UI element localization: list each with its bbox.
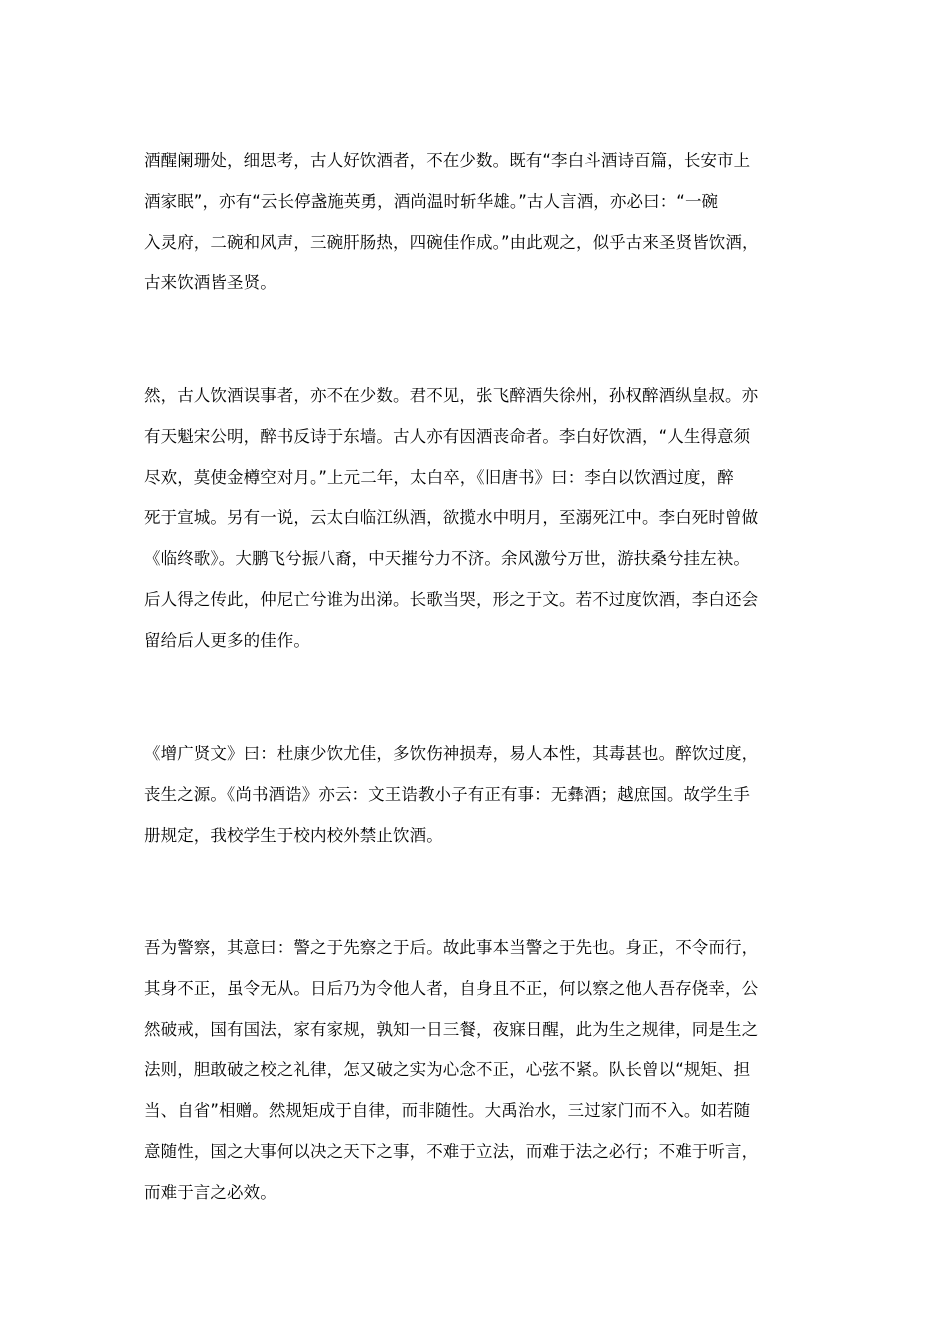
paragraph-line: 而难于言之必效。 bbox=[144, 1182, 277, 1202]
paragraph-1 bbox=[144, 141, 810, 304]
paragraph-line: 留给后人更多的佳作。 bbox=[144, 630, 310, 650]
paragraph-line: 后人得之传此，仲尼亡兮谁为出涕。长歌当哭，形之于文。若不过度饮酒，李白还会 bbox=[144, 589, 759, 609]
paragraph-line: 酒醒阑珊处，细思考，古人好饮酒者，不在少数。既有“李白斗酒诗百篇，长安市上 bbox=[144, 151, 751, 170]
paragraph-line: 尽欢，莫使金樽空对月。”上元二年，太白卒，《旧唐书》曰：李白以饮酒过度，醉 bbox=[144, 467, 734, 487]
paragraph-line: 其身不正，虽令无从。日后乃为令他人者，自身且不正，何以察之他人吾存侥幸，公 bbox=[144, 978, 759, 998]
paragraph-line: 古来饮酒皆圣贤。 bbox=[144, 273, 277, 293]
paragraph-line: 酒家眠”，亦有“云长停盏施英勇，酒尚温时斩华雄。”古人言酒，亦必曰：“一碗 bbox=[144, 191, 719, 211]
paragraph-3 bbox=[144, 734, 810, 856]
paragraph-line: 《增广贤文》曰：杜康少饮尤佳，多饮伤神损寿，易人本性，其毒甚也。醉饮过度， bbox=[144, 744, 759, 763]
paragraph-2 bbox=[144, 376, 810, 662]
paragraph-4 bbox=[144, 928, 810, 1214]
paragraph-line: 有天魁宋公明，醉书反诗于东墙。古人亦有因酒丧命者。李白好饮酒，“人生得意须 bbox=[144, 426, 751, 446]
paragraph-line: 法则，胆敢破之校之礼律，怎又破之实为心念不正，心弦不紧。队长曾以“规矩、担 bbox=[144, 1060, 751, 1080]
paragraph-line: 然，古人饮酒误事者，亦不在少数。君不见，张飞醉酒失徐州，孙权醉酒纵皇叔。亦 bbox=[144, 386, 759, 405]
paragraph-line: 册规定，我校学生于校内校外禁止饮酒。 bbox=[144, 825, 443, 845]
paragraph-line: 然破戒，国有国法，家有家规，孰知一日三餐，夜寐日醒，此为生之规律，同是生之 bbox=[144, 1019, 759, 1039]
paragraph-line: 《临终歌》。大鹏飞兮振八裔，中天摧兮力不济。余风激兮万世，游扶桑兮挂左袂。 bbox=[144, 549, 750, 569]
paragraph-line: 死于宣城。另有一说，云太白临江纵酒，欲揽水中明月，至溺死江中。李白死时曾做 bbox=[144, 508, 759, 528]
paragraph-line: 丧生之源。《尚书酒诰》亦云：文王诰教小子有正有事：无彝酒；越庶国。故学生手 bbox=[144, 784, 750, 804]
paragraph-line: 意随性，国之大事何以决之天下之事，不难于立法，而难于法之必行；不难于听言， bbox=[144, 1141, 759, 1161]
paragraph-line: 入灵府，二碗和风声，三碗肝肠热，四碗佳作成。”由此观之，似乎古来圣贤皆饮酒， bbox=[144, 232, 759, 252]
paragraph-line: 当、自省”相赠。然规矩成于自律，而非随性。大禹治水，三过家门而不入。如若随 bbox=[144, 1101, 751, 1121]
paragraph-line: 吾为警察，其意曰：警之于先察之于后。故此事本当警之于先也。身正，不令而行， bbox=[144, 938, 759, 957]
